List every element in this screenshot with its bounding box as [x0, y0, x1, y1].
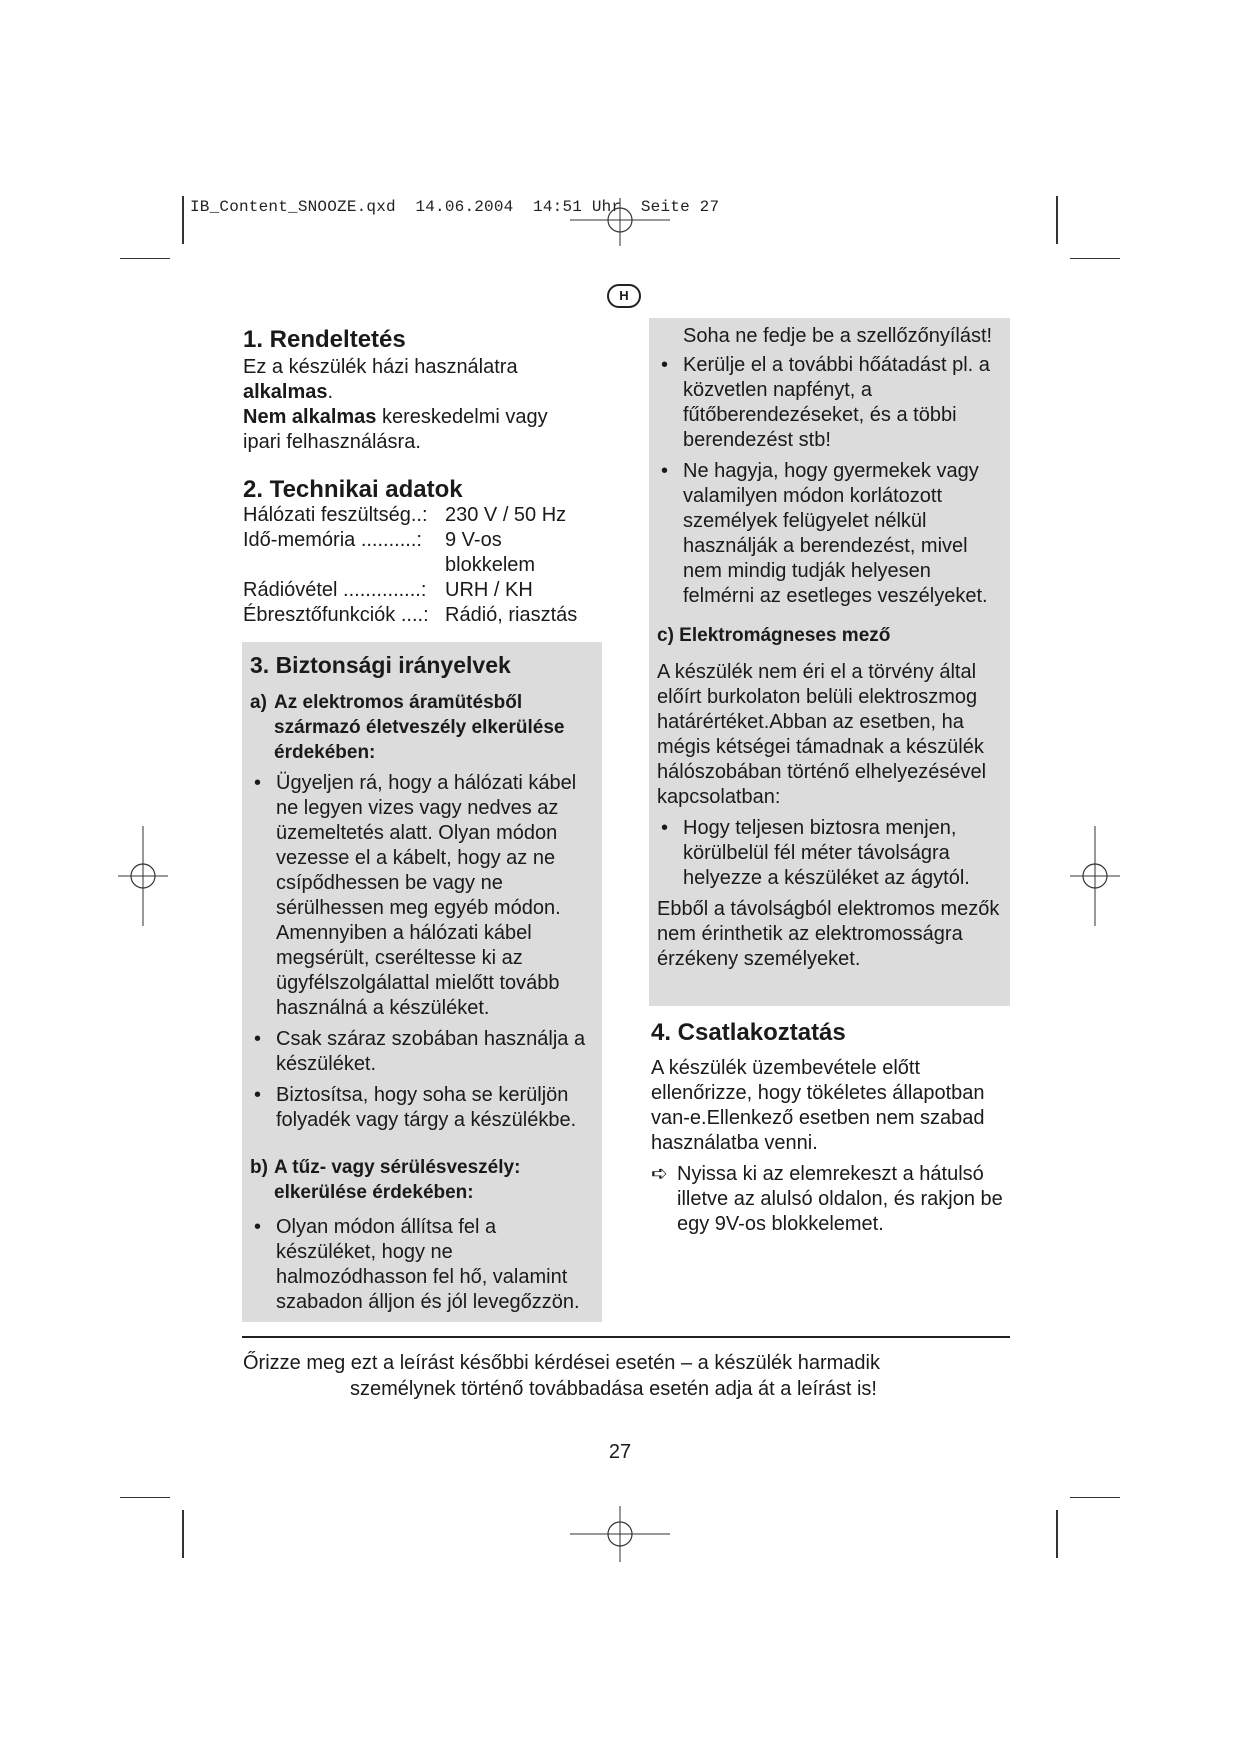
list-item-text: Csak száraz szobában használja a készüléket.: [276, 1028, 586, 1075]
section3c-paragraph: A készülék nem éri el a törvény által előírt burkolaton belüli elektroszmog határértéket.Abban az esetben, ha mégis kétségei támadnak a készülék hálószobában történő elhelyezésével kapcsolatban:: [657, 661, 987, 808]
section4-title: 4. Csatlakoztatás: [651, 1019, 846, 1046]
file-slug: IB_Content_SNOOZE.qxd 14.06.2004 14:51 Uhr Seite 27: [190, 198, 720, 216]
section3a-list: [250, 771, 596, 1133]
spec-row: [243, 528, 603, 578]
section3-title: 3. Biztonsági irányelvek: [250, 652, 511, 678]
section3a-title-text: Az elektromos áramütésből származó életveszély elkerülése érdekében:: [274, 692, 565, 763]
footer-divider: [242, 1336, 1010, 1338]
spec-key: Rádióvétel ..............:: [243, 579, 427, 601]
section3c-title: c) Elektromágneses mező: [657, 625, 891, 646]
section3-cont-list: [657, 353, 1006, 609]
section3c-paragraph-2: Ebből a távolságból elektromos mezők nem érinthetik az elektromosságra érzékeny személyeket.: [657, 898, 1000, 970]
bullet-icon: •: [661, 460, 669, 482]
bullet-icon: •: [254, 1084, 262, 1106]
list-item: [250, 1083, 596, 1133]
section4-paragraph: A készülék üzembevétele előtt ellenőrizze, hogy tökéletes állapotban van-e.Ellenkező esetben nem szabad használatba venni.: [651, 1057, 985, 1154]
spec-key: Ébresztőfunkciók ....:: [243, 604, 429, 626]
spec-key: Hálózati feszültség..:: [243, 504, 428, 526]
bullet-icon: •: [254, 1028, 262, 1050]
section3b-list: [250, 1215, 596, 1315]
section2-title: 2. Technikai adatok: [243, 476, 463, 503]
language-badge: H: [607, 284, 641, 308]
ventilation-warning: Soha ne fedje be a szellőzőnyílást!: [683, 325, 993, 347]
section3b-title-text: A tűz- vagy sérülésveszély: elkerülése érdekében:: [274, 1157, 521, 1203]
registration-mark-top: [570, 198, 670, 246]
section4: [651, 1018, 1011, 1237]
bullet-icon: •: [661, 354, 669, 376]
spec-value: Rádió, riasztás: [445, 604, 578, 626]
list-item-text: Nyissa ki az elemrekeszt a hátulsó illetve az alulsó oldalon, és rakjon be egy 9V-os blokkelemet.: [677, 1163, 1003, 1235]
safety-box-left: [242, 642, 602, 1322]
arrow-icon: ➪: [651, 1163, 668, 1185]
bullet-icon: •: [661, 817, 669, 839]
list-item-text: Ügyeljen rá, hogy a hálózati kábel ne legyen vizes vagy nedves az üzemeltetés alatt. Olyan módon vezesse el a kábelt, hogy az ne csípődhessen be vagy ne sérülhessen meg egyéb módon. Amennyiben a hálózati kábel megsérült, cseréltesse ki az ügyfélszolgálattal mielőtt tovább használná a készüléket.: [276, 772, 577, 1019]
section3a-title: [250, 690, 596, 765]
registration-mark-bottom: [570, 1506, 670, 1562]
footer-line1: Őrizze meg ezt a leírást későbbi kérdései esetén – a készülék harmadik: [243, 1352, 880, 1374]
section1-title: 1. Rendeltetés: [243, 326, 406, 353]
section1-line3-rest: kereskedelmi vagy: [376, 406, 548, 428]
section3a-letter: a): [250, 692, 267, 713]
spec-row: [243, 503, 603, 528]
page-number: 27: [608, 1441, 632, 1463]
list-item: [250, 1215, 596, 1315]
section3b-letter: b): [250, 1157, 268, 1178]
spec-row: [243, 603, 603, 628]
spec-row: [243, 578, 603, 603]
list-item-text: Kerülje el a további hőátadást pl. a közvetlen napfényt, a fűtőberendezéseket, és a többi berendezést stb!: [683, 354, 990, 451]
spec-value: 9 V-os blokkelem: [445, 529, 536, 576]
safety-box-right: [649, 318, 1010, 1006]
footer-line2: személynek történő továbbadása esetén adja át a leírást is!: [350, 1378, 877, 1400]
section1-line4: ipari felhasználásra.: [243, 431, 421, 453]
registration-mark-left: [118, 826, 168, 926]
list-item-text: Olyan módon állítsa fel a készüléket, hogy ne halmozódhasson fel hő, valamint szabadon álljon és jól levegőzzön.: [276, 1216, 580, 1313]
section3b-title: [250, 1155, 596, 1205]
list-item-text: Hogy teljesen biztosra menjen, körülbelül fél méter távolságra helyezze a készüléket az ágytól.: [683, 817, 970, 889]
section1-line1: Ez a készülék házi használatra: [243, 356, 518, 378]
spec-value: URH / KH: [445, 579, 533, 601]
bullet-icon: •: [254, 1216, 262, 1238]
list-item: [250, 1027, 596, 1077]
list-item-text: Biztosítsa, hogy soha se kerüljön folyadék vagy tárgy a készülékbe.: [276, 1084, 577, 1131]
section1-not-suitable: Nem alkalmas: [243, 406, 377, 428]
spec-key: Idő-memória ..........:: [243, 529, 422, 551]
list-item: [657, 353, 1006, 453]
spec-value: 230 V / 50 Hz: [445, 504, 567, 526]
list-item: [651, 1162, 1011, 1237]
list-item: [657, 459, 1006, 609]
bullet-icon: •: [254, 772, 262, 794]
spec-table: [243, 503, 603, 628]
list-item: [250, 771, 596, 1021]
registration-mark-right: [1070, 826, 1120, 926]
section1-suitable: alkalmas: [243, 381, 328, 403]
section1-line2-rest: .: [327, 381, 334, 403]
list-item-text: Ne hagyja, hogy gyermekek vagy valamilyen módon korlátozott személyek felügyelet nélkül használják a berendezést, mivel nem mindig tudják helyesen felmérni az esetleges veszélyeket.: [683, 460, 988, 607]
left-column: [243, 325, 603, 628]
list-item: [657, 816, 1006, 891]
